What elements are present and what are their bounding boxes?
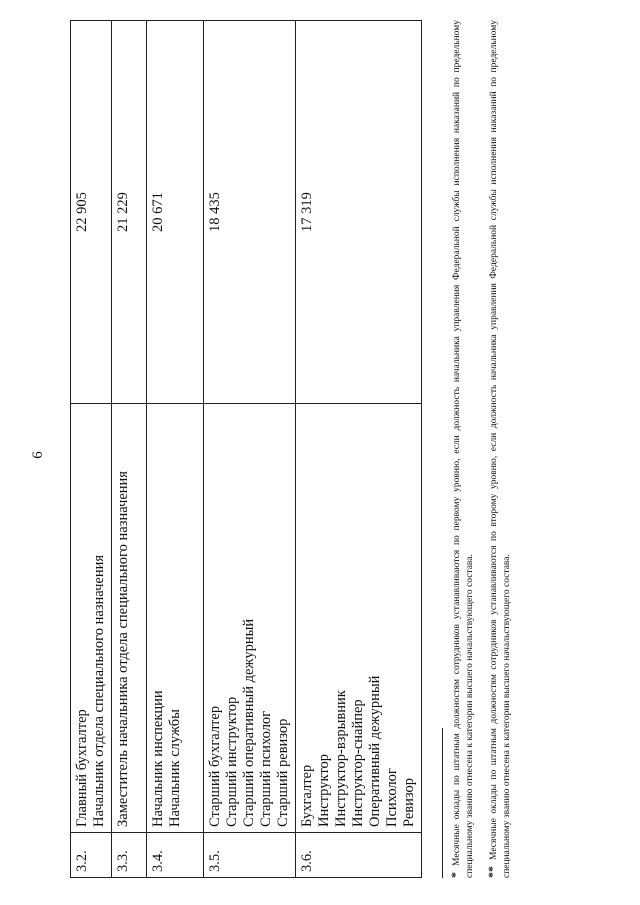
row-number: 3.5.: [204, 833, 296, 878]
table-row: [296, 21, 422, 878]
footnote: [449, 20, 477, 878]
position-titles: [71, 404, 112, 833]
page-number-wrap: [30, 444, 54, 474]
footnotes: [442, 20, 523, 878]
table-row: [112, 21, 147, 878]
footnote-text: Месячные оклады по штатным должностям сотрудников устанавливаются по первому уровню, если должность начальника управления Федеральной службы исполнения наказаний по предельному специальному званию отнесена к категории высшего начальствующего состава.: [452, 20, 475, 878]
position-titles: [147, 404, 204, 833]
page-number: 6: [30, 451, 46, 459]
footnote-text: Месячные оклады по штатным должностям сотрудников устанавливаются по второму уровню, если должность начальника управления Федеральной службы исполнения наказаний по предельному специальному званию отнесена к категории высшего начальствующего состава.: [489, 20, 512, 878]
position-title: Начальник службы: [167, 709, 183, 827]
position-title: Инструктор-снайпер: [350, 699, 366, 827]
row-number: 3.3.: [112, 833, 147, 878]
table-row: [147, 21, 204, 878]
position-title: Оперативный дежурный: [367, 675, 383, 827]
salary-value: 22 905: [71, 21, 112, 404]
salary-table: [70, 20, 422, 878]
footnote: [486, 20, 514, 878]
position-title: Старший психолог: [258, 710, 274, 827]
table-row: [71, 21, 112, 878]
position-titles: [112, 404, 147, 833]
position-titles: [296, 404, 422, 833]
salary-value: 17 319: [296, 21, 422, 404]
salary-value: 20 671: [147, 21, 204, 404]
position-title: Начальник инспекции: [150, 690, 166, 827]
position-title: Начальник отдела специального назначения: [91, 554, 107, 827]
footnote-mark: **: [485, 866, 499, 878]
row-number: 3.6.: [296, 833, 422, 878]
position-title: Главный бухгалтер: [74, 709, 90, 827]
position-title: Бухгалтер: [299, 764, 315, 827]
position-title: Заместитель начальника отдела специального назначения: [115, 471, 131, 827]
salary-value: 21 229: [112, 21, 147, 404]
position-title: Инструктор: [316, 754, 332, 827]
position-title: Ревизор: [401, 777, 417, 827]
salary-value: 18 435: [204, 21, 296, 404]
position-title: Старший оперативный дежурный: [241, 618, 257, 827]
position-title: Старший ревизор: [275, 718, 291, 827]
position-title: Старший бухгалтер: [207, 705, 223, 827]
row-number: 3.4.: [147, 833, 204, 878]
position-title: Инструктор-взрывник: [333, 690, 349, 827]
position-title: Старший инструктор: [224, 696, 240, 827]
footnote-mark: *: [448, 872, 462, 878]
table-row: [204, 21, 296, 878]
footnote-divider: [442, 728, 443, 878]
rotated-page-content: [70, 20, 610, 878]
position-titles: [204, 404, 296, 833]
row-number: 3.2.: [71, 833, 112, 878]
position-title: Психолог: [384, 768, 400, 827]
